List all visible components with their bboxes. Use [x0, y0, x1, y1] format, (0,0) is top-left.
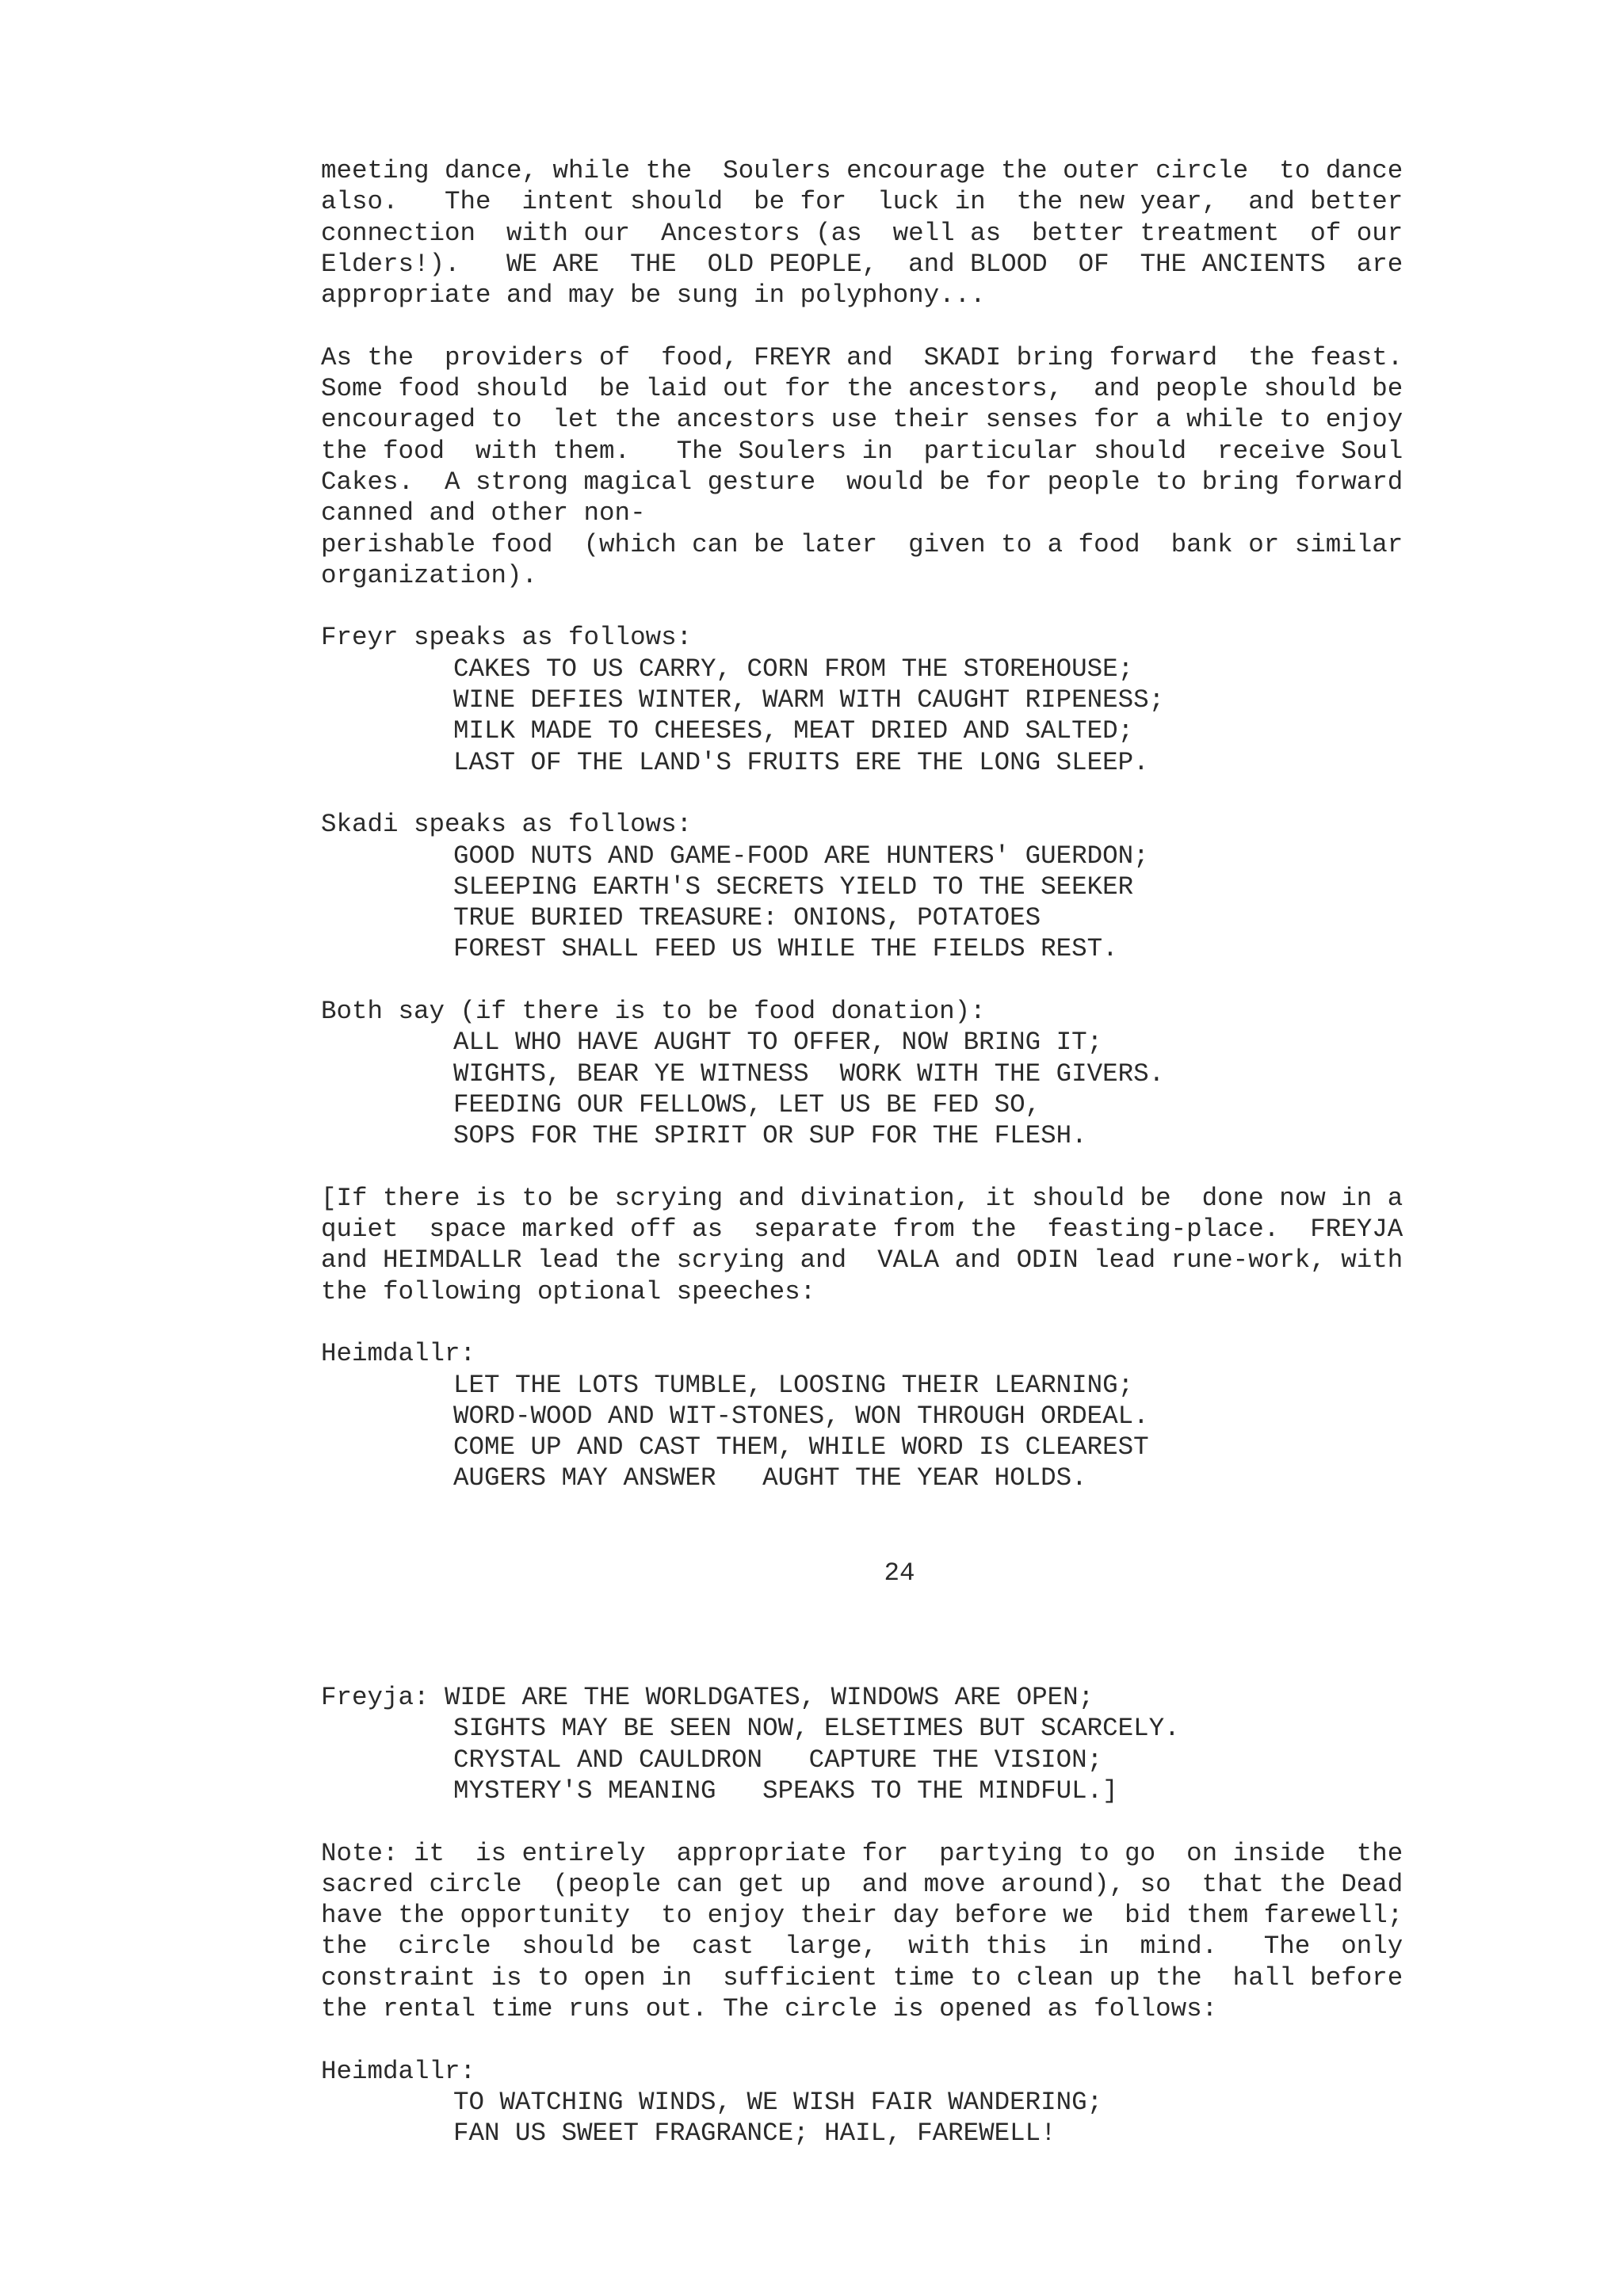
verse-line: MYSTERY'S MEANING SPEAKS TO THE MINDFUL.]: [453, 1775, 1118, 1806]
verse-text: WIDE ARE THE WORLDGATES, WINDOWS ARE OPEN;: [445, 1683, 1094, 1713]
text-line: [If there is to be scrying and divination, it should be done now in a: [321, 1183, 1403, 1213]
verse-line: FEEDING OUR FELLOWS, LET US BE FED SO,: [453, 1089, 1041, 1119]
paragraph-note: [321, 1838, 1478, 2025]
heimdallr-speech-scrying: [321, 1338, 1478, 1493]
page-break: [321, 1589, 1478, 1682]
verse-line: AUGERS MAY ANSWER AUGHT THE YEAR HOLDS.: [453, 1463, 1087, 1493]
page-number: 24: [884, 1558, 915, 1588]
verse-line: GOOD NUTS AND GAME-FOOD ARE HUNTERS' GUERDON;: [453, 841, 1149, 871]
document-page: [321, 155, 1478, 2180]
verse-line: WORD-WOOD AND WIT-STONES, WON THROUGH ORDEAL.: [453, 1401, 1149, 1431]
speaker-intro: Heimdallr:: [321, 2056, 476, 2086]
text-line: appropriate and may be sung in polyphony...: [321, 280, 986, 311]
text-line: connection with our Ancestors (as well as better treatment of our: [321, 218, 1403, 248]
verse-line: LAST OF THE LAND'S FRUITS ERE THE LONG SLEEP.: [453, 747, 1149, 777]
text-line: Some food should be laid out for the ancestors, and people should be: [321, 374, 1403, 404]
speaker-intro: Both say (if there is to be food donation):: [321, 997, 986, 1027]
freyr-speech: [321, 622, 1478, 777]
verse-line: CRYSTAL AND CAULDRON CAPTURE THE VISION;: [453, 1745, 1103, 1775]
text-line: perishable food (which can be later given to a food bank or similar: [321, 529, 1403, 559]
skadi-speech: [321, 809, 1478, 964]
text-line: constraint is to open in sufficient time to clean up the hall before: [321, 1962, 1403, 1993]
verse-line: FAN US SWEET FRAGRANCE; HAIL, FAREWELL!: [453, 2119, 1056, 2149]
text-line: Cakes. A strong magical gesture would be for people to bring forward: [321, 467, 1403, 497]
text-line: meeting dance, while the Soulers encourage the outer circle to dance: [321, 156, 1403, 185]
text-line: organization).: [321, 560, 538, 590]
text-line: the food with them. The Soulers in particular should receive Soul: [321, 436, 1403, 466]
verse-line: WINE DEFIES WINTER, WARM WITH CAUGHT RIPENESS;: [453, 685, 1165, 715]
verse-line: ALL WHO HAVE AUGHT TO OFFER, NOW BRING IT;: [453, 1028, 1103, 1058]
text-line: the rental time runs out. The circle is opened as follows:: [321, 1994, 1218, 2024]
both-speech: [321, 996, 1478, 1151]
text-line: the following optional speeches:: [321, 1276, 816, 1306]
text-line: encouraged to let the ancestors use their senses for a while to enjoy: [321, 405, 1403, 435]
text-line: Elders!). WE ARE THE OLD PEOPLE, and BLOOD OF THE ANCIENTS are: [321, 249, 1403, 279]
verse-line: SIGHTS MAY BE SEEN NOW, ELSETIMES BUT SCARCELY.: [453, 1714, 1180, 1744]
paragraph-feast: [321, 342, 1478, 591]
verse-line: TO WATCHING WINDS, WE WISH FAIR WANDERING;: [453, 2087, 1103, 2117]
verse-line: WIGHTS, BEAR YE WITNESS WORK WITH THE GIVERS.: [453, 1058, 1165, 1089]
verse-line: SOPS FOR THE SPIRIT OR SUP FOR THE FLESH.: [453, 1121, 1087, 1151]
verse-line: TRUE BURIED TREASURE: ONIONS, POTATOES: [453, 903, 1041, 933]
verse-line: CAKES TO US CARRY, CORN FROM THE STOREHOUSE;: [453, 654, 1134, 684]
heimdallr-speech-closing: [321, 2056, 1478, 2149]
paragraph-scrying: [321, 1183, 1478, 1307]
text-line: Note: it is entirely appropriate for partying to go on inside the: [321, 1838, 1403, 1868]
text-line: quiet space marked off as separate from the feasting-place. FREYJA: [321, 1215, 1403, 1245]
text-line: As the providers of food, FREYR and SKADI bring forward the feast.: [321, 342, 1403, 372]
speaker-intro: Skadi speaks as follows:: [321, 810, 693, 840]
verse-line: MILK MADE TO CHEESES, MEAT DRIED AND SALTED;: [453, 716, 1134, 746]
verse-line: FOREST SHALL FEED US WHILE THE FIELDS REST.: [453, 934, 1118, 964]
paragraph-meeting-dance: [321, 155, 1478, 311]
verse-line: LET THE LOTS TUMBLE, LOOSING THEIR LEARNING;: [453, 1370, 1134, 1400]
verse-line: SLEEPING EARTH'S SECRETS YIELD TO THE SEEKER: [453, 871, 1134, 902]
text-line: the circle should be cast large, with this in mind. The only: [321, 1932, 1403, 1962]
text-line: also. The intent should be for luck in the new year, and better: [321, 187, 1403, 217]
text-line: and HEIMDALLR lead the scrying and VALA and ODIN lead rune-work, with: [321, 1245, 1403, 1276]
verse-line: COME UP AND CAST THEM, WHILE WORD IS CLEAREST: [453, 1432, 1149, 1463]
text-line: sacred circle (people can get up and move around), so that the Dead: [321, 1869, 1403, 1899]
freyja-speech: [321, 1682, 1478, 1806]
verse-line: [321, 1682, 1478, 1713]
text-line: canned and other non-: [321, 498, 646, 528]
speaker-intro: Heimdallr:: [321, 1339, 476, 1369]
speaker-intro: Freyr speaks as follows:: [321, 623, 693, 653]
text-line: have the opportunity to enjoy their day before we bid them farewell;: [321, 1901, 1403, 1931]
speaker-label: Freyja:: [321, 1683, 445, 1713]
